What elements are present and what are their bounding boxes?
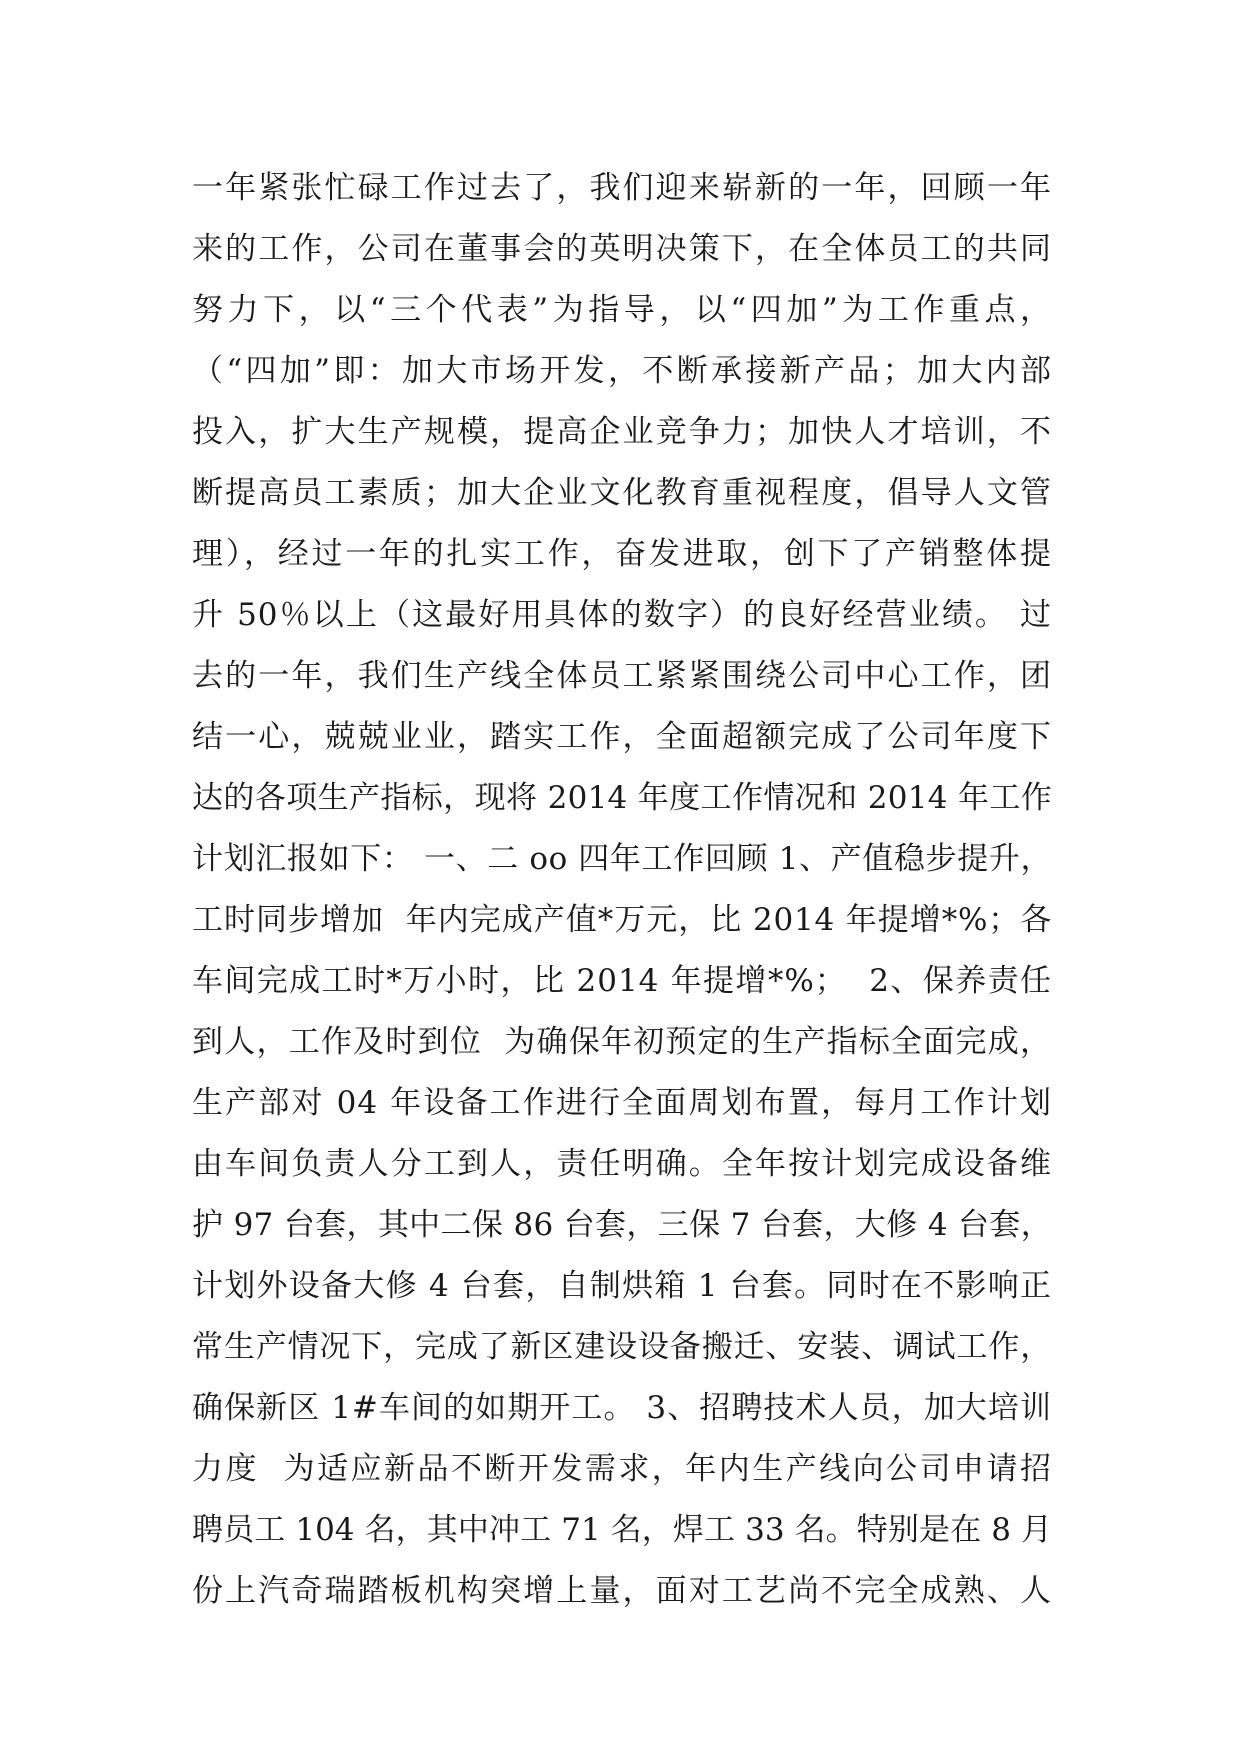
text-line-14: 车间完成工时*万小时，比 2014 年提增*%； 2、保养责任 xyxy=(192,963,1052,999)
text-line-20: 常生产情况下，完成了新区建设设备搬迁、安装、调试工作， xyxy=(192,1329,1052,1365)
text-line-19: 计划外设备大修 4 台套，自制烘箱 1 台套。同时在不影响正 xyxy=(192,1268,1052,1304)
text-line-5: 投入，扩大生产规模，提高企业竞争力；加快人才培训，不 xyxy=(192,414,1052,450)
text-line-16: 生产部对 04 年设备工作进行全面周划布置，每月工作计划 xyxy=(192,1085,1052,1121)
text-line-10: 结一心，兢兢业业，踏实工作，全面超额完成了公司年度下 xyxy=(192,719,1052,755)
text-line-23: 聘员工 104 名，其中冲工 71 名，焊工 33 名。特别是在 8 月 xyxy=(192,1512,1052,1548)
text-line-17: 由车间负责人分工到人，责任明确。全年按计划完成设备维 xyxy=(192,1146,1052,1182)
text-line-1: 一年紧张忙碌工作过去了，我们迎来崭新的一年，回顾一年 xyxy=(192,170,1052,206)
body-paragraph xyxy=(192,158,1052,1622)
text-line-11: 达的各项生产指标，现将 2014 年度工作情况和 2014 年工作 xyxy=(192,780,1052,816)
text-line-6: 断提高员工素质；加大企业文化教育重视程度，倡导人文管 xyxy=(192,475,1052,511)
text-line-22: 力度 为适应新品不断开发需求，年内生产线向公司申请招 xyxy=(192,1451,1052,1487)
text-line-13: 工时同步增加 年内完成产值*万元，比 2014 年提增*%；各 xyxy=(192,902,1052,938)
text-line-9: 去的一年，我们生产线全体员工紧紧围绕公司中心工作，团 xyxy=(192,658,1052,694)
text-line-21: 确保新区 1#车间的如期开工。 3、招聘技术人员，加大培训 xyxy=(192,1390,1052,1426)
text-line-3: 努力下，以“三个代表”为指导，以“四加”为工作重点， xyxy=(192,292,1052,328)
text-line-2: 来的工作，公司在董事会的英明决策下，在全体员工的共同 xyxy=(192,231,1052,267)
text-line-18: 护 97 台套，其中二保 86 台套，三保 7 台套，大修 4 台套， xyxy=(192,1207,1052,1243)
text-line-7: 理），经过一年的扎实工作，奋发进取，创下了产销整体提 xyxy=(192,536,1052,572)
text-line-4: （“四加”即：加大市场开发，不断承接新产品；加大内部 xyxy=(192,353,1052,389)
text-line-12: 计划汇报如下： 一、二 oo 四年工作回顾 1、产值稳步提升， xyxy=(192,841,1052,877)
text-line-24: 份上汽奇瑞踏板机构突增上量，面对工艺尚不完全成熟、人 xyxy=(192,1573,1052,1609)
text-line-8: 升 50％以上（这最好用具体的数字）的良好经营业绩。 过 xyxy=(192,597,1052,633)
text-line-15: 到人，工作及时到位 为确保年初预定的生产指标全面完成， xyxy=(192,1024,1052,1060)
